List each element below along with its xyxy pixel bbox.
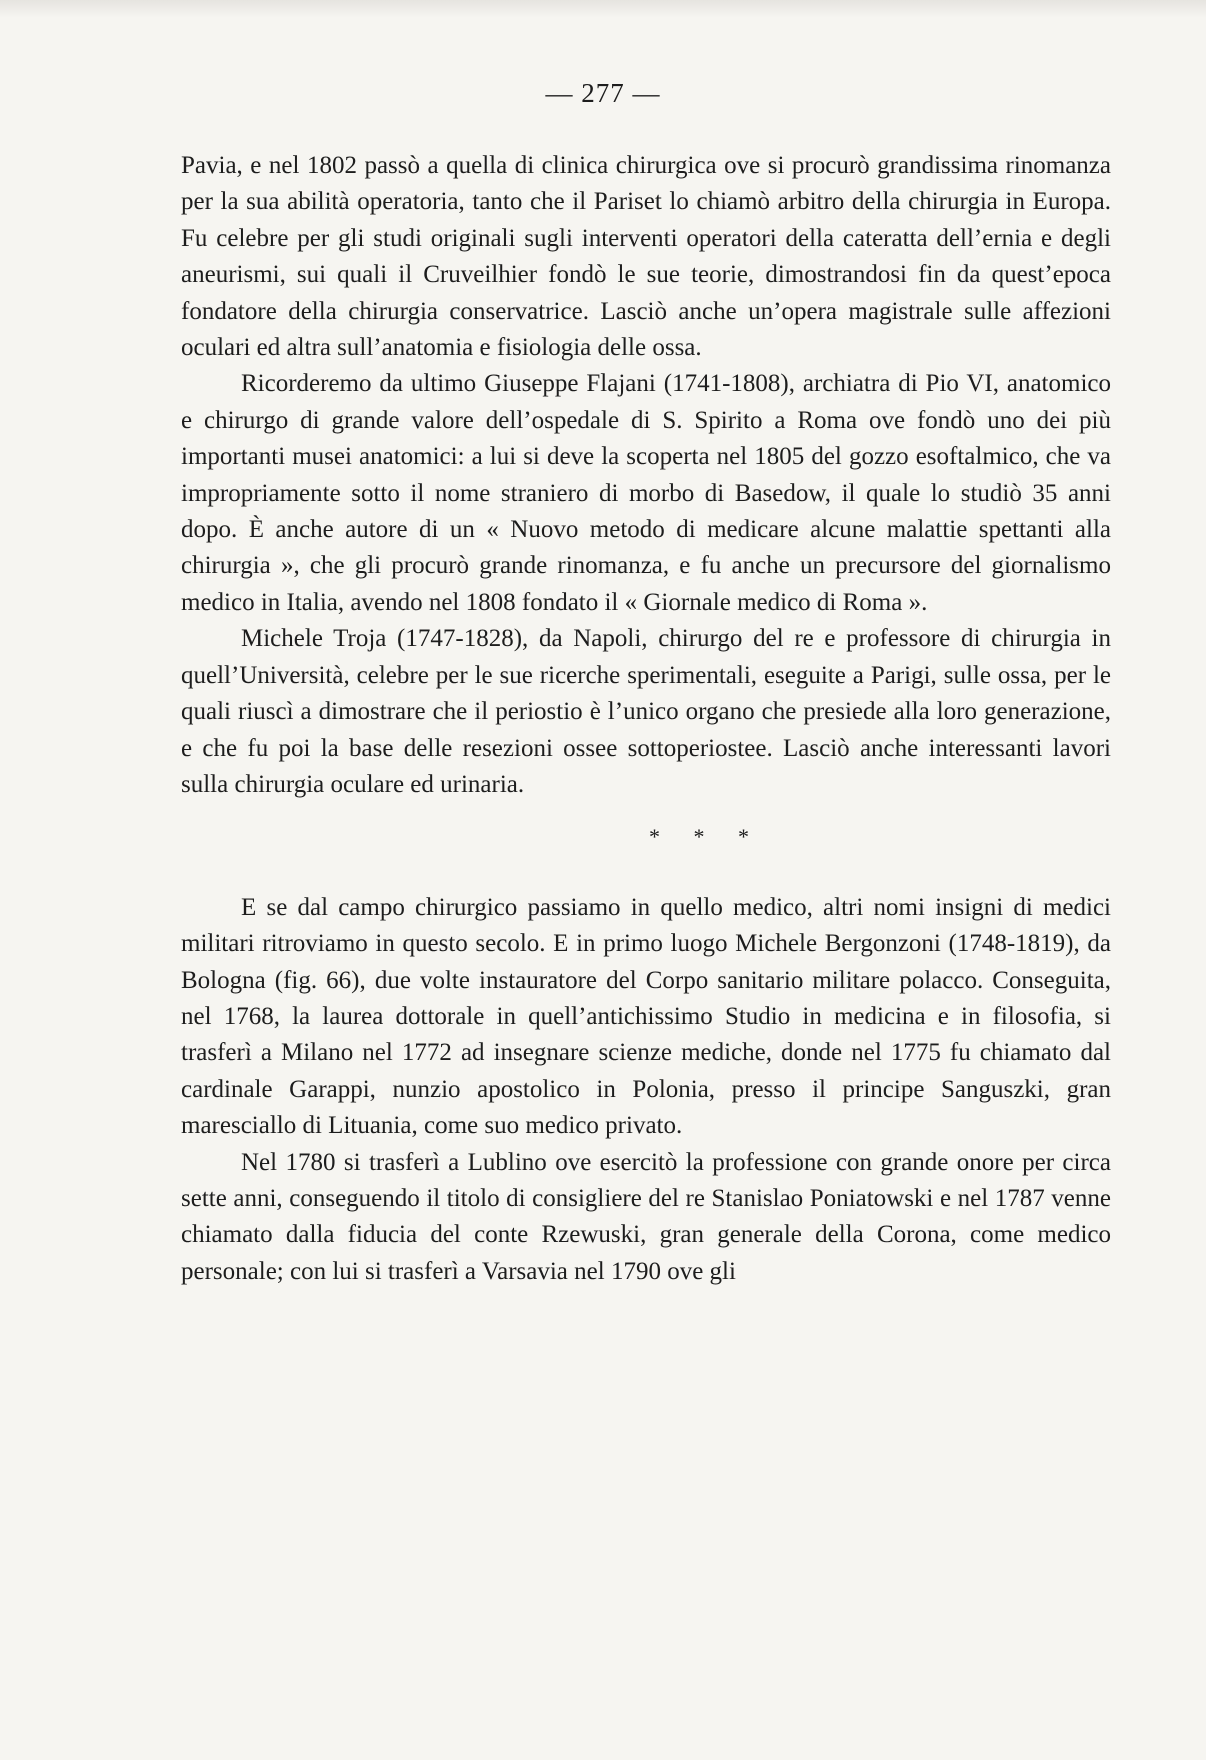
paragraph-lublino: Nel 1780 si trasferì a Lublino ove esercitò la professione con grande onore per circa sette anni, conseguendo il titolo di consigliere del re Stanislao Poniatowski e nel 1787 venne chiamato dalla fiducia del conte Rzewuski, gran generale della Corona, come medico personale; con lui si trasferì a Varsavia nel 1790 ove gli — [181, 1148, 1111, 1285]
section-separator: * * * — [649, 824, 763, 850]
paragraph-flajani: Ricorderemo da ultimo Giuseppe Flajani (1741-1808), archiatra di Pio VI, anatomico e chirurgo di grande valore dell’ospedale di S. Spirito a Roma ove fondò uno dei più importanti musei anatomici: a lui si deve la scoperta nel 1805 del gozzo esoftalmico, che va impropriamente sotto il nome straniero di morbo di Basedow, il quale lo studiò 35 anni dopo. È anche autore di un « Nuovo metodo di medicare alcune malattie spettanti alla chirurgia », che gli procurò grande rinomanza, e fu anche un precursore del giornalismo medico in Italia, avendo nel 1808 fondato il « Giornale medico di Roma ». — [181, 370, 1111, 616]
paragraph-pavia: Pavia, e nel 1802 passò a quella di clinica chirurgica ove si procurò grandissima rinomanza per la sua abilità operatoria, tanto che il Pariset lo chiamò arbitro della chirurgia in Europa. Fu celebre per gli studi originali sugli interventi operatori della cateratta dell’ernia e degli aneurismi, sui quali il Cruveilhier fondò le sue teorie, dimostrandosi fin da quest’epoca fondatore della chirurgia conservatrice. Lasciò anche un’opera magistrale sulle affezioni oculari ed altra sull’anatomia e fisiologia delle ossa. — [181, 152, 1111, 362]
page-number: — 277 — — [545, 78, 661, 108]
paragraph-troja: Michele Troja (1747-1828), da Napoli, chirurgo del re e professore di chirurgia in quell’Università, celebre per le sue ricerche sperimentali, eseguite a Parigi, sulle ossa, per le quali riuscì a dimostrare che il periostio è l’unico organo che presiede alla loro generazione, e che fu poi la base delle resezioni ossee sottoperiostee. Lasciò anche interessanti lavori sulla chirurgia oculare ed urinaria. — [181, 625, 1111, 798]
main-text — [181, 148, 1111, 1290]
paragraph-bergonzoni: E se dal campo chirurgico passiamo in quello medico, altri nomi insigni di medici militari ritroviamo in questo secolo. E in primo luogo Michele Bergonzoni (1748-1819), da Bologna (fig. 66), due volte instauratore del Corpo sanitario militare polacco. Conseguita, nel 1768, la laurea dottorale in quell’antichissimo Studio in medicina e in filosofia, si trasferì a Milano nel 1772 ad insegnare scienze mediche, donde nel 1775 fu chiamato dal cardinale Garappi, nunzio apostolico in Polonia, presso il principe Sanguszki, gran maresciallo di Lituania, come suo medico privato. — [181, 893, 1111, 1140]
